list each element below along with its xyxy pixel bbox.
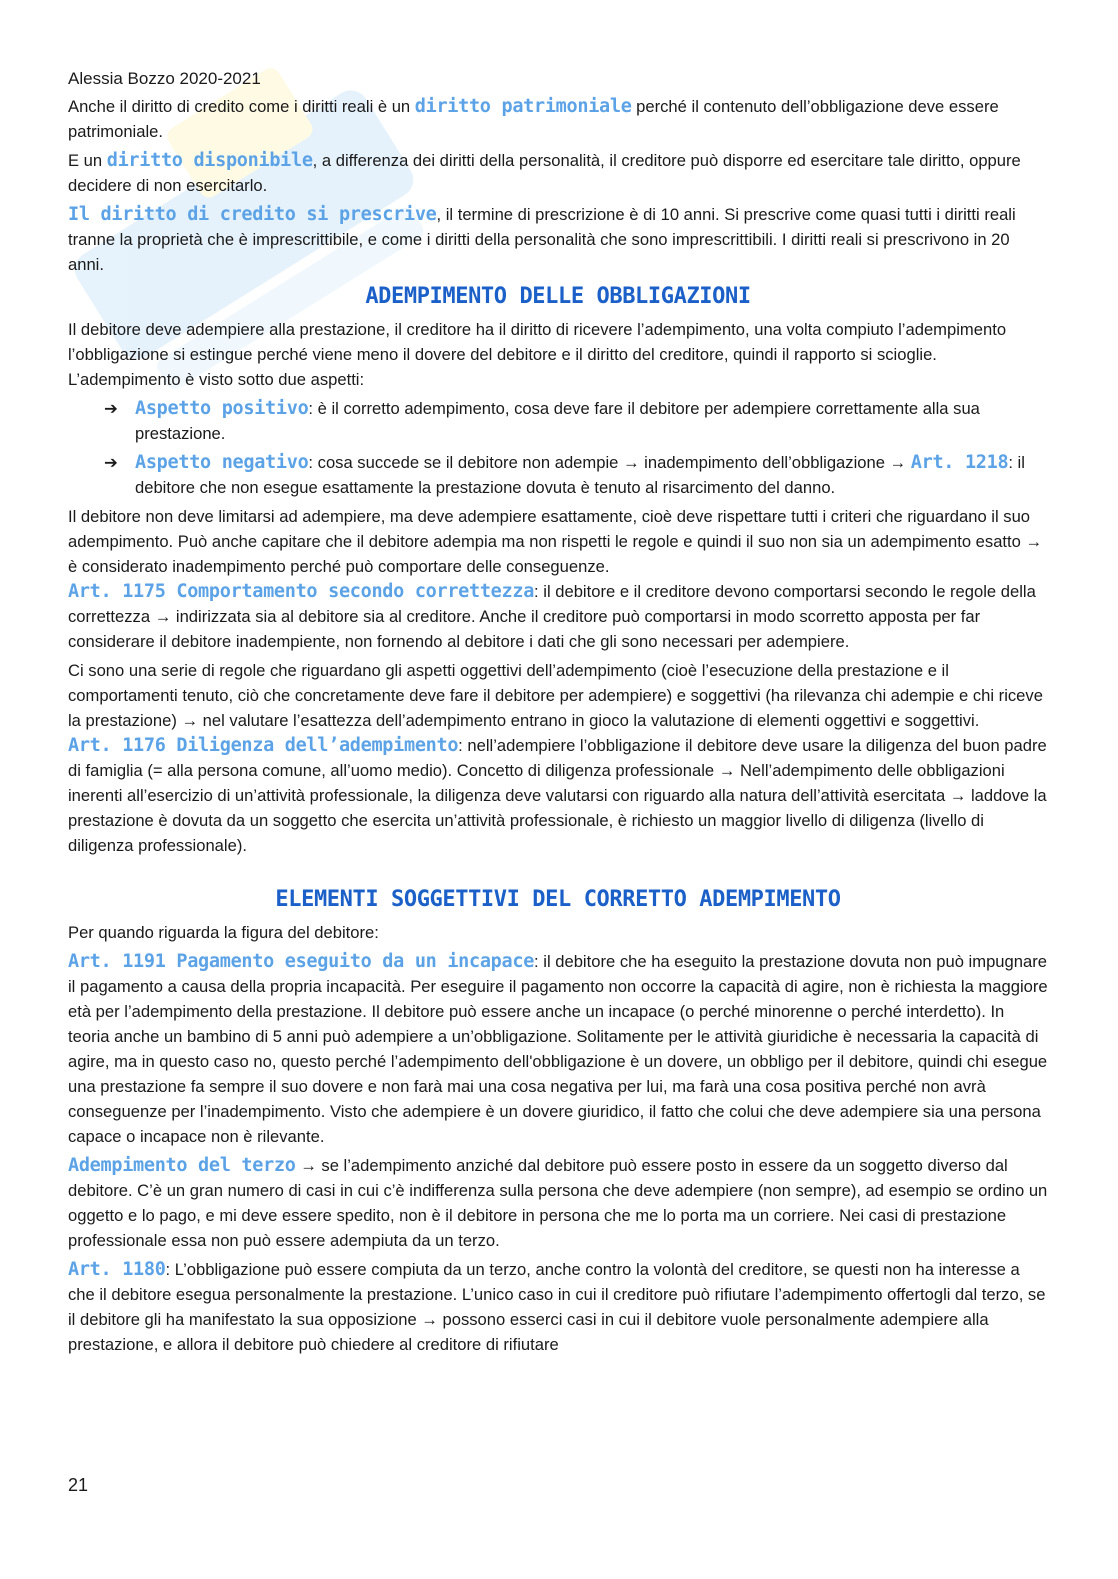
highlight-term: Il diritto di credito si prescrive [68,204,437,225]
list-item-aspetto-positivo: ➔ Aspetto positivo: è il corretto adempimento, cosa deve fare il debitore per adempiere correttamente alla sua prestazione. [104,398,980,443]
highlight-article: Art. 1175 Comportamento secondo correttezza [68,581,535,602]
aspects-list [68,396,1048,500]
paragraph-art-1175: Art. 1175 Comportamento secondo correttezza: il debitore e il creditore devono comportarsi secondo le regole della correttezza → indirizzata sia al debitore sia al creditore. Anche il creditore può comportarsi in modo scorretto apposta per far considerare il debitore inadempiente, non fornendo al debitore i dati che gli sono necessari per adempiere. [68,581,1036,651]
section-title-adempimento: ADEMPIMENTO DELLE OBBLIGAZIONI [365,284,751,309]
list-item-aspetto-negativo: ➔ Aspetto negativo: cosa succede se il debitore non adempie → inadempimento dell’obbligazione → Art. 1218: il debitore che non esegue esattamente la prestazione dovuta è tenuto al risarcimento del danno. [104,452,1025,497]
highlight-article: Art. 1191 Pagamento eseguito da un incapace [68,951,535,972]
paragraph-disponibile: E un diritto disponibile, a differenza dei diritti della personalità, il creditore può disporre ed esercitare tale diritto, oppure decidere di non esercitarlo. [68,150,1021,195]
paragraph-intro-adempimento: Il debitore deve adempiere alla prestazione, il creditore ha il diritto di ricevere l’adempimento, una volta compiuto l’adempimento l’obbligazione si estingue perché viene meno il dovere del debitore e il diritto del creditore, quindi il rapporto si scioglie. L’adempimento è visto sotto due aspetti: [68,320,1007,389]
highlight-term: Adempimento del terzo [68,1155,296,1176]
arrow-right-icon: ➔ [104,453,118,472]
highlight-article: Art. 1176 Diligenza dell’adempimento [68,735,459,756]
highlight-term: diritto patrimoniale [414,96,632,117]
paragraph-adempimento-esatto: Il debitore non deve limitarsi ad adempiere, ma deve adempiere esattamente, cioè deve rispettare tutti i criteri che riguardano il suo adempimento. Può anche capitare che il debitore adempia ma non rispetti le regole e quindi il suo non sia un adempimento esatto → è considerato inadempimento perché può comportare delle conseguenze. [68,507,1043,576]
paragraph-art-1180: Art. 1180: L’obbligazione può essere compiuta da un terzo, anche contro la volontà del creditore, se questi non ha interesse a che il debitore esegua personalmente la prestazione. L’unico caso in cui il creditore può rifiutare l’adempimento offertogli dal terzo, se il debitore gli ha manifestato la sua opposizione → possono esserci casi in cui il debitore vuole personalmente adempiere alla prestazione, e allora il debitore può chiedere al creditore di rifiutare [68,1259,1046,1354]
highlight-term: diritto disponibile [106,150,313,171]
document-page [68,66,1048,1361]
highlight-term: Aspetto negativo [135,452,309,473]
paragraph-prescrizione: Il diritto di credito si prescrive, il termine di prescrizione è di 10 anni. Si prescrive come quasi tutti i diritti reali tranne la proprietà che è imprescrittibile, e come i diritti della personalità che sono imprescrittibili. I diritti reali si prescrivono in 20 anni. [68,204,1016,274]
highlight-article: Art. 1218 [910,452,1009,473]
paragraph-regole: Ci sono una serie di regole che riguardano gli aspetti oggettivi dell’adempimento (cioè l’esecuzione della prestazione e il comportamenti tenuto, ciò che concretamente deve fare il debitore per adempiere) e soggettivi (ha rilevanza chi adempie e chi riceve la prestazione) → nel valutare l’esattezza dell’adempimento entrano in gioco la valutazione di elementi oggettivi e soggettivi. [68,661,1043,730]
highlight-article: Art. 1180 [68,1259,166,1280]
document-header: Alessia Bozzo 2020-2021 [68,69,261,88]
arrow-right-icon: ➔ [104,399,118,418]
paragraph-adempimento-terzo: Adempimento del terzo → se l’adempimento anziché dal debitore può essere posto in essere da un soggetto diverso dal debitore. C’è un gran numero di casi in cui c’è indifferenza sulla persona che deve adempiere (non sempre), ad esempio se ordino un oggetto e lo pago, e mi deve essere spedito, non è il debitore in persona che me lo porta ma un corriere. Nei casi di prestazione professionale essa non può essere adempiuta da un terzo. [68,1155,1048,1250]
paragraph-patrimoniale: Anche il diritto di credito come i diritti reali è un diritto patrimoniale perché il contenuto dell’obbligazione deve essere patrimoniale. [68,96,999,141]
page-number: 21 [68,1475,89,1495]
paragraph-intro-debitore: Per quando riguarda la figura del debitore: [68,923,379,942]
paragraph-art-1191: Art. 1191 Pagamento eseguito da un incapace: il debitore che ha eseguito la prestazione dovuta non può impugnare il pagamento a causa della propria incapacità. Per eseguire il pagamento non occorre la capacità di agire, non è richiesta la maggiore età per l’adempimento della prestazione. Il debitore può essere anche un incapace (o perché minorenne o perché interdetto). In teoria anche un bambino di 5 anni può adempiere a un’obbligazione. Solitamente per le attività giuridiche è necessaria la capacità di agire, ma in questo caso no, questo perché l’adempimento dell'obbligazione è un dovere, un obbligo per il debitore, quindi chi esegue una prestazione fa sempre il suo dovere e non farà mai una cosa negativa per lui, ma farà una cosa positiva perché non avrà conseguenze per l’inadempimento. Visto che adempiere è un dovere giuridico, il fatto che colui che deve adempiere sia una persona capace o incapace non è rilevante. [68,951,1048,1146]
section-title-elementi-soggettivi: ELEMENTI SOGGETTIVI DEL CORRETTO ADEMPIMENTO [275,887,841,912]
paragraph-art-1176: Art. 1176 Diligenza dell’adempimento: nell’adempiere l’obbligazione il debitore deve usare la diligenza del buon padre di famiglia (= alla persona comune, all’uomo medio). Concetto di diligenza professionale → Nell’adempimento delle obbligazioni inerenti all’esercizio di un’attività professionale, la diligenza deve valutarsi con riguardo alla natura dell’attività esercitata → laddove la prestazione è dovuta da un soggetto che esercita un’attività professionale, è richiesto un maggior livello di diligenza (livello di diligenza professionale). [68,735,1047,855]
highlight-term: Aspetto positivo [135,398,309,419]
